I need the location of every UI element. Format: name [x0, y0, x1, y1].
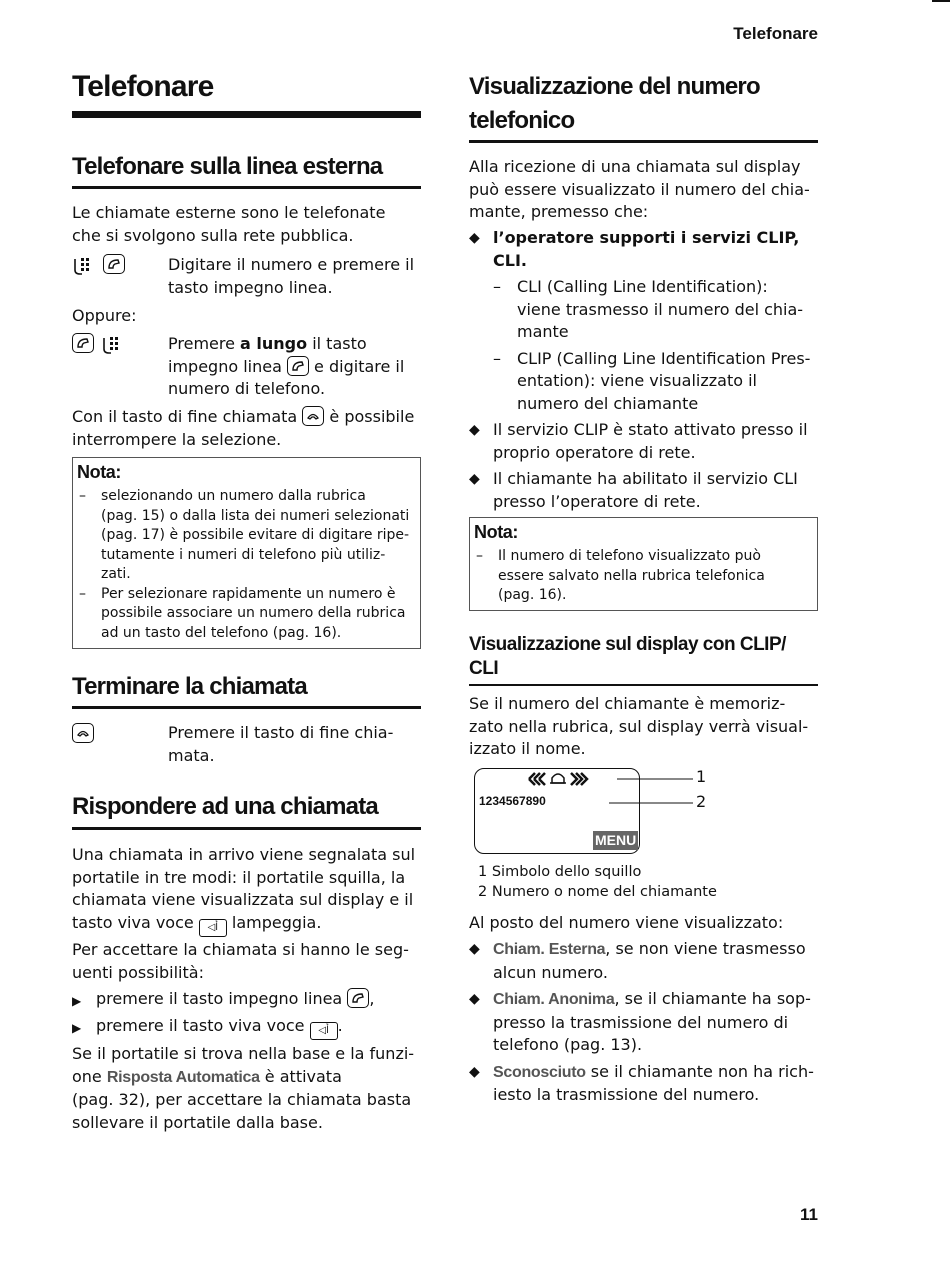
- text-line: mante: [517, 322, 569, 341]
- title-line: CLI: [469, 658, 499, 679]
- text-line: [168, 356, 421, 379]
- display-case-item: [469, 1061, 818, 1107]
- talk-key-icon: [347, 988, 369, 1008]
- dash-marker: –: [79, 585, 86, 602]
- text-span: il tasto: [307, 334, 367, 353]
- answer-paragraph-2: [72, 939, 421, 984]
- text-line: tutamente i numeri di telefono più utiliz-: [101, 546, 386, 563]
- dash-marker: –: [476, 548, 483, 564]
- text-line: alcun numero.: [493, 962, 608, 982]
- text-line: Alla ricezione di una chiamata sul display: [469, 157, 801, 176]
- end-call-key-icon: [302, 406, 324, 426]
- text-line: numero di telefono.: [168, 379, 326, 398]
- step1-icons: [72, 254, 125, 276]
- note-title: Nota:: [77, 462, 121, 482]
- legend-num: 1: [478, 864, 488, 880]
- text-line: ad un tasto del telefono (pag. 16).: [101, 624, 342, 641]
- display-term: Chiam. Anonima: [493, 991, 615, 1008]
- text-line: che si svolgono sulla rete pubblica.: [72, 225, 354, 245]
- text-line: entation): viene visualizzato il: [517, 371, 757, 390]
- text-line: Una chiamata in arrivo viene segnalata sul: [72, 845, 416, 864]
- text-span: premere il tasto impegno linea: [96, 989, 348, 1008]
- text-line: presso l’operatore di rete.: [493, 491, 701, 511]
- step1-text: [168, 254, 421, 299]
- oppure-label: Oppure:: [72, 306, 137, 325]
- text-line: [493, 988, 818, 1012]
- display-term: Chiam. Esterna: [493, 941, 606, 958]
- condition-item: [469, 227, 818, 415]
- talk-key-icon: [103, 254, 125, 274]
- text-line: CLI (Calling Line Identification):: [517, 277, 768, 296]
- section-rule: [72, 706, 421, 709]
- note-list: [73, 487, 420, 643]
- subsection-rule: [469, 684, 818, 686]
- text-line: Per selezionare rapidamente un numero è: [101, 585, 396, 602]
- legend-text: Simbolo dello squillo: [491, 864, 642, 880]
- diamond-bullet-icon: ◆: [469, 1063, 480, 1080]
- diamond-bullet-icon: ◆: [469, 230, 480, 246]
- ring-symbol-icon: [527, 770, 589, 788]
- running-header: Telefonare: [733, 24, 818, 43]
- section-rule: [469, 140, 818, 143]
- text-line: Il chiamante ha abilitato il servizio CLI: [493, 469, 798, 488]
- text-line: (pag. 17) è possibile evitare di digitare ripe-: [101, 527, 410, 543]
- text-span: Con il tasto di fine chiamata: [72, 407, 303, 426]
- display-case-item: [469, 988, 818, 1057]
- note-title: Nota:: [474, 522, 518, 542]
- note-box: [469, 517, 818, 611]
- text-line: Il servizio CLIP è stato attivato presso il: [493, 420, 808, 439]
- text-line: l’operatore supporti i servizi CLIP,: [493, 228, 800, 247]
- callout-label-2: 2: [696, 792, 707, 811]
- intro-paragraph: [72, 202, 421, 247]
- subsection-title-clip: [469, 633, 818, 681]
- text-line: [493, 938, 818, 962]
- option-item: [72, 1015, 421, 1040]
- text-line: chiamata viene visualizzata sul display e il: [72, 890, 414, 909]
- title-line: Visualizzazione sul display con CLIP/: [469, 634, 786, 655]
- note-item: [73, 585, 420, 644]
- arrow-bullet-icon: ▶: [72, 1020, 82, 1035]
- text-line: (pag. 32), per accettare la chiamata basta: [72, 1090, 412, 1109]
- legend-item: [478, 863, 717, 883]
- text-line: [72, 912, 421, 937]
- text-line: izzato il nome.: [469, 739, 586, 758]
- bold-span: a lungo: [240, 334, 308, 353]
- display-case-item: [469, 938, 818, 984]
- corner-mark: [932, 0, 950, 2]
- text-line: CLI.: [493, 250, 527, 270]
- text-line: Per accettare la chiamata si hanno le seg-: [72, 940, 409, 959]
- text-line: può essere visualizzato il numero del chia-: [469, 179, 810, 199]
- caller-number: 1234567890: [479, 794, 546, 808]
- section-rule: [72, 827, 421, 830]
- section-rule: [72, 186, 421, 189]
- text-line: possibile associare un numero della rubrica: [101, 605, 406, 621]
- note-item: [73, 487, 420, 585]
- text-span: one: [72, 1066, 107, 1086]
- text-line: Se il portatile si trova nella base e la funzi-: [72, 1044, 415, 1063]
- text-span: premere il tasto viva voce: [96, 1015, 310, 1035]
- text-line: iesto la trasmissione del numero.: [493, 1085, 760, 1104]
- page-title: Telefonare: [72, 70, 214, 103]
- note-item: [470, 547, 817, 606]
- legend-text: Numero o nome del chiamante: [491, 883, 717, 900]
- end-call-paragraph: [72, 406, 421, 451]
- talk-key-icon: [287, 356, 309, 376]
- text-line: Le chiamate esterne sono le telefonate: [72, 203, 386, 222]
- legend-num: 2: [478, 883, 488, 900]
- step2-icons: [72, 333, 123, 355]
- diamond-bullet-icon: ◆: [469, 941, 480, 957]
- terminate-text: [168, 722, 421, 767]
- section-title-terminate: Terminare la chiamata: [72, 673, 307, 700]
- dash-marker: –: [493, 348, 501, 368]
- text-line: zati.: [101, 566, 131, 582]
- diamond-bullet-icon: ◆: [469, 422, 480, 438]
- title-rule: [72, 111, 421, 118]
- text-line: [72, 1066, 421, 1090]
- text-line: [493, 1061, 818, 1085]
- text-line: sollevare il portatile dalla base.: [72, 1112, 323, 1132]
- text-line: Premere il tasto di fine chia-: [168, 723, 394, 742]
- text-span: se il chiamante non ha rich-: [585, 1061, 814, 1081]
- text-span: e digitare il: [308, 356, 405, 376]
- text-line: presso la trasmissione del numero di: [493, 1012, 789, 1032]
- display-term: Sconosciuto: [493, 1063, 586, 1081]
- text-line: numero del chiamante: [517, 393, 699, 413]
- text-span: impegno linea: [168, 356, 287, 376]
- speaker-key-icon: ◁ﺃ: [199, 919, 227, 937]
- diamond-bullet-icon: ◆: [469, 991, 480, 1007]
- section-title-external: Telefonare sulla linea esterna: [72, 153, 383, 180]
- text-line: Digitare il numero e premere il: [168, 255, 415, 274]
- text-line: tasto impegno linea.: [168, 277, 333, 297]
- section-title-number-display: [469, 70, 818, 138]
- text-line: Il numero di telefono visualizzato può: [498, 548, 761, 564]
- text-span: lampeggia.: [226, 912, 322, 932]
- instead-paragraph: Al posto del numero viene visualizzato:: [469, 913, 784, 932]
- text-span: tasto viva voce: [72, 912, 199, 932]
- text-line: mante, premesso che:: [469, 202, 649, 221]
- title-line: telefonico: [469, 107, 575, 134]
- keypad-icon: [101, 335, 123, 355]
- right-intro: [469, 156, 818, 224]
- callout-lines: [609, 770, 709, 810]
- text-span: Premere: [168, 334, 241, 353]
- text-line: proprio operatore di rete.: [493, 442, 696, 462]
- text-line: viene trasmesso il numero del chia-: [517, 299, 804, 319]
- dash-marker: –: [493, 277, 501, 296]
- text-span: è attivata: [259, 1066, 342, 1086]
- text-line: (pag. 16).: [498, 587, 567, 603]
- talk-key-icon: [72, 333, 94, 353]
- step2-text: [168, 333, 421, 401]
- text-span: .: [337, 1015, 343, 1035]
- dash-marker: –: [79, 488, 86, 504]
- option-item: [72, 988, 421, 1011]
- arrow-bullet-icon: ▶: [72, 994, 82, 1008]
- condition-list: [469, 227, 818, 513]
- text-line: Se il numero del chiamante è memoriz-: [469, 694, 786, 713]
- text-line: [168, 333, 421, 356]
- display-term: Risposta Automatica: [106, 1068, 260, 1086]
- text-span: , se non viene trasmesso: [605, 939, 806, 958]
- display-legend: [478, 863, 717, 902]
- clip-paragraph: [469, 693, 818, 761]
- section-title-answer: Rispondere ad una chiamata: [72, 793, 378, 820]
- text-line: CLIP (Calling Line Identification Pres-: [517, 348, 811, 368]
- end-call-key-row: [72, 723, 94, 743]
- menu-softkey: MENU: [595, 832, 637, 848]
- text-line: portatile in tre modi: il portatile squilla, la: [72, 867, 406, 887]
- text-span: , se il chiamante ha sop-: [614, 989, 811, 1008]
- text-line: interrompere la selezione.: [72, 429, 282, 449]
- diamond-bullet-icon: ◆: [469, 471, 480, 487]
- text-span: ,: [369, 989, 375, 1008]
- answer-paragraph-3: [72, 1043, 421, 1134]
- speaker-key-icon: ◁ﺃ: [310, 1022, 338, 1040]
- title-line: Visualizzazione del numero: [469, 73, 760, 100]
- legend-item: [478, 883, 717, 903]
- sub-item: [493, 276, 818, 344]
- text-line: [72, 406, 421, 429]
- page-number: 11: [800, 1205, 818, 1224]
- keypad-icon: [72, 256, 94, 276]
- callout-label-1: 1: [696, 767, 707, 786]
- text-line: (pag. 15) o dalla lista dei numeri selezionati: [101, 507, 410, 524]
- condition-item: [469, 419, 818, 464]
- note-list: [470, 547, 817, 606]
- note-box: [72, 457, 421, 649]
- text-line: telefono (pag. 13).: [493, 1035, 643, 1054]
- text-line: zato nella rubrica, sul display verrà visual-: [469, 716, 809, 736]
- end-call-key-icon: [72, 723, 94, 743]
- answer-options: [72, 988, 421, 1040]
- text-line: uenti possibilità:: [72, 962, 204, 982]
- condition-item: [469, 468, 818, 513]
- display-cases-list: [469, 938, 818, 1107]
- text-line: essere salvato nella rubrica telefonica: [498, 567, 765, 584]
- text-line: selezionando un numero dalla rubrica: [101, 488, 366, 504]
- answer-paragraph-1: [72, 844, 421, 937]
- text-span: è possibile: [324, 407, 415, 426]
- sub-item: [493, 348, 818, 416]
- text-line: mata.: [168, 745, 215, 765]
